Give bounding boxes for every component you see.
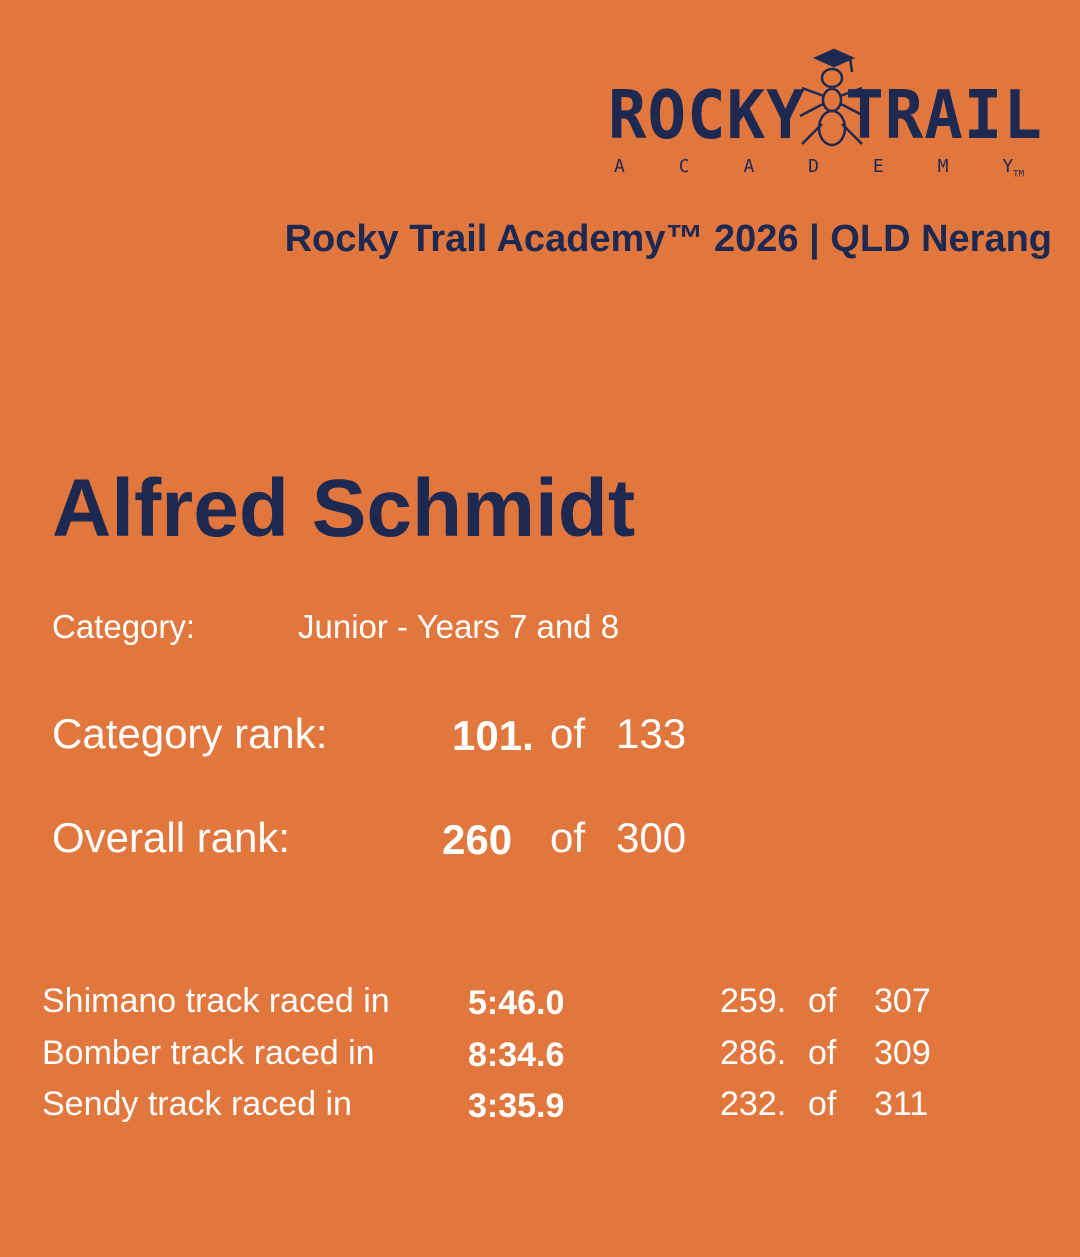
track-time: 8:34.6 [468, 1036, 565, 1074]
track-position: 232. [720, 1085, 787, 1123]
category-rank-of: of [550, 710, 586, 757]
track-total: 309 [874, 1034, 931, 1072]
category-label: Category: [52, 608, 196, 645]
track-of: of [808, 982, 837, 1020]
track-position: 259. [720, 982, 787, 1020]
overall-rank-total: 300 [616, 814, 687, 861]
category-rank-total: 133 [616, 710, 687, 757]
athlete-name: Alfred Schmidt [52, 463, 636, 554]
category-rank-label: Category rank: [52, 710, 328, 757]
logo-subtitle: A C A D E M $Y_{TM}$ [614, 156, 1024, 180]
overall-rank-of: of [550, 814, 586, 861]
track-name: Sendy track raced in [42, 1085, 352, 1123]
track-total: 307 [874, 982, 931, 1020]
logo [600, 40, 1050, 180]
overall-rank-label: Overall rank: [52, 814, 291, 861]
track-name: Shimano track raced in [42, 982, 390, 1020]
track-time: 5:46.0 [468, 984, 565, 1022]
track-time: 3:35.9 [468, 1087, 565, 1125]
overall-rank-position: 260 [442, 816, 513, 863]
track-name: Bomber track raced in [42, 1034, 375, 1072]
track-position: 286. [720, 1034, 787, 1072]
event-title: Rocky Trail Academy™ 2026 | QLD Nerang [284, 218, 1052, 260]
logo-wordmark: ROCKY TRAIL [608, 77, 1043, 155]
track-of: of [808, 1034, 837, 1072]
track-total: 311 [874, 1085, 929, 1123]
category-rank-position: 101. [452, 712, 534, 759]
category-value: Junior - Years 7 and 8 [298, 608, 620, 645]
track-of: of [808, 1085, 837, 1123]
